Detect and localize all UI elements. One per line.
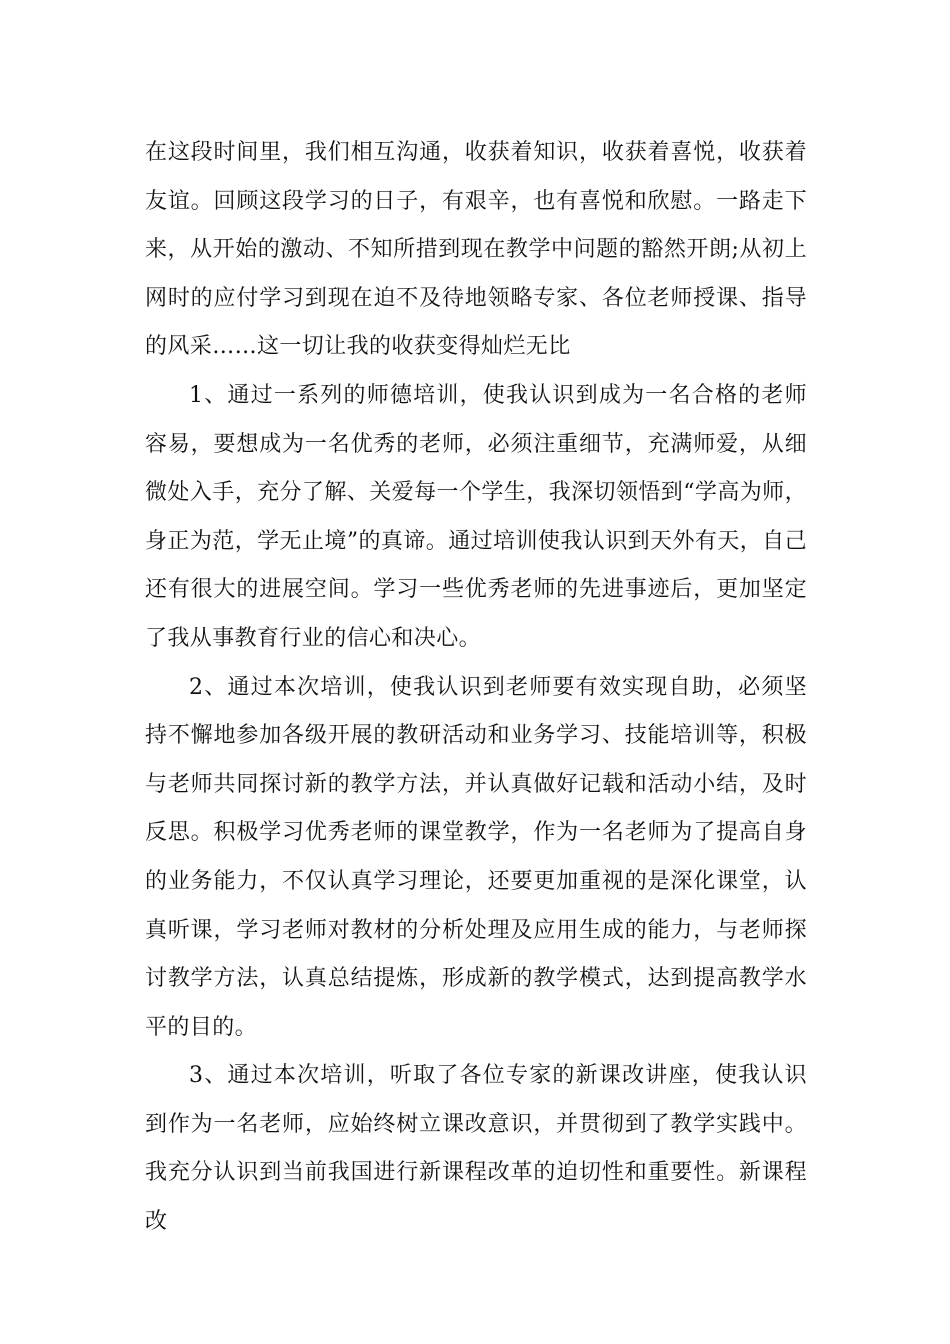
paragraph-intro: 在这段时间里，我们相互沟通，收获着知识，收获着喜悦，收获着友谊。回顾这段学习的日子，有艰辛，也有喜悦和欣慰。一路走下来，从开始的激动、不知所措到现在教学中问题的豁然开朗;从初上网时的应付学习到现在迫不及待地领略专家、各位老师授课、指导的风采……这一切让我的收获变得灿烂无比 [145, 140, 807, 360]
paragraph-point-1: 1、通过一系列的师德培训，使我认识到成为一名合格的老师容易，要想成为一名优秀的老师，必须注重细节，充满师爱，从细微处入手，充分了解、关爱每一个学生，我深切领悟到“学高为师，身正为范，学无止境”的真谛。通过培训使我认识到天外有天，自己还有很大的进展空间。学习一些优秀老师的先进事迹后，更加坚定了我从事教育行业的信心和决心。 [145, 382, 807, 651]
document-body [145, 129, 807, 1247]
paragraph-point-3: 3、通过本次培训，听取了各位专家的新课改讲座，使我认识到作为一名老师，应始终树立课改意识，并贯彻到了教学实践中。我充分认识到当前我国进行新课程改革的迫切性和重要性。新课程改 [145, 1063, 807, 1235]
paragraph-point-2: 2、通过本次培训，使我认识到老师要有效实现自助，必须坚持不懈地参加各级开展的教研活动和业务学习、技能培训等，积极与老师共同探讨新的教学方法，并认真做好记载和活动小结，及时反思。积极学习优秀老师的课堂教学，作为一名老师为了提高自身的业务能力，不仅认真学习理论，还要更加重视的是深化课堂，认真听课，学习老师对教材的分析处理及应用生成的能力，与老师探讨教学方法，认真总结提炼，形成新的教学模式，达到提高教学水平的目的。 [145, 674, 807, 1040]
